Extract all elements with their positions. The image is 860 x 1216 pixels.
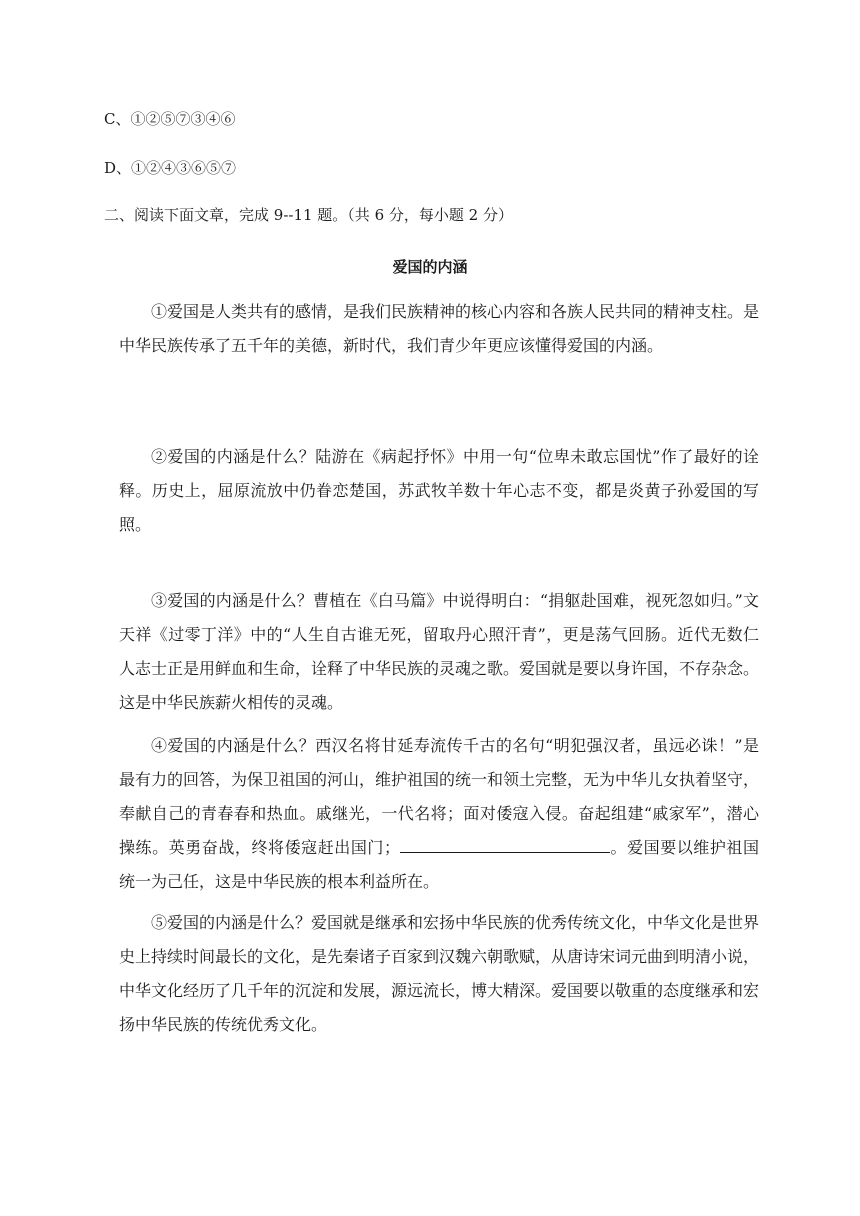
article-title: 爱国的内涵 [392, 258, 468, 276]
option-c: C、①②⑤⑦③④⑥ [104, 110, 236, 128]
answer-blank [400, 834, 610, 853]
paragraph-2: ②爱国的内涵是什么？陆游在《病起抒怀》中用一句“位卑未敢忘国忧”作了最好的诠释。历史上，屈原流放中仍眷恋楚国，苏武牧羊数十年心志不变，都是炎黄子孙爱国的写照。 [119, 447, 759, 534]
paragraph-3: ③爱国的内涵是什么？曹植在《白马篇》中说得明白：“捐躯赴国难，视死忽如归。”文天祥《过零丁洋》中的“人生自古谁无死，留取丹心照汗青”，更是荡气回肠。近代无数仁人志士正是用鲜血和生命，诠释了中华民族的灵魂之歌。爱国就是要以身许国，不存杂念。这是中华民族薪火相传的灵魂。 [119, 591, 760, 712]
paragraph-1: ①爱国是人类共有的感情，是我们民族精神的核心内容和各族人民共同的精神支柱。是中华民族传承了五千年的美德，新时代，我们青少年更应该懂得爱国的内涵。 [119, 302, 760, 355]
paragraph-4-text-after-blank: 。爱国要以维护祖国统一为己任，这是中华民族的根本利益所在。 [119, 838, 759, 891]
paragraph-4 [119, 729, 759, 899]
paragraph-5: ⑤爱国的内涵是什么？爱国就是继承和宏扬中华民族的优秀传统文化，中华文化是世界史上持续时间最长的文化，是先秦诸子百家到汉魏六朝歌赋，从唐诗宋词元曲到明清小说，中华文化经历了几千年的沉淀和发展，源远流长，博大精深。爱国要以敬重的态度继承和宏扬中华民族的传统优秀文化。 [119, 913, 760, 1034]
paragraph-4-text-before-blank: ④爱国的内涵是什么？西汉名将甘延寿流传千古的名句“明犯强汉者，虽远必诛！”是最有力的回答，为保卫祖国的河山，维护祖国的统一和领土完整，无为中华儿女执着坚守，奉献自己的青春春和热血。戚继光，一代名将；面对倭寇入侵。奋起组建“戚家军”，潜心操练。英勇奋战，终将倭寇赶出国门； [119, 736, 760, 857]
section-heading: 二、阅读下面文章，完成 9--11 题。（共 6 分，每小题 2 分） [104, 206, 513, 224]
option-d: D、①②④③⑥⑤⑦ [104, 159, 237, 177]
